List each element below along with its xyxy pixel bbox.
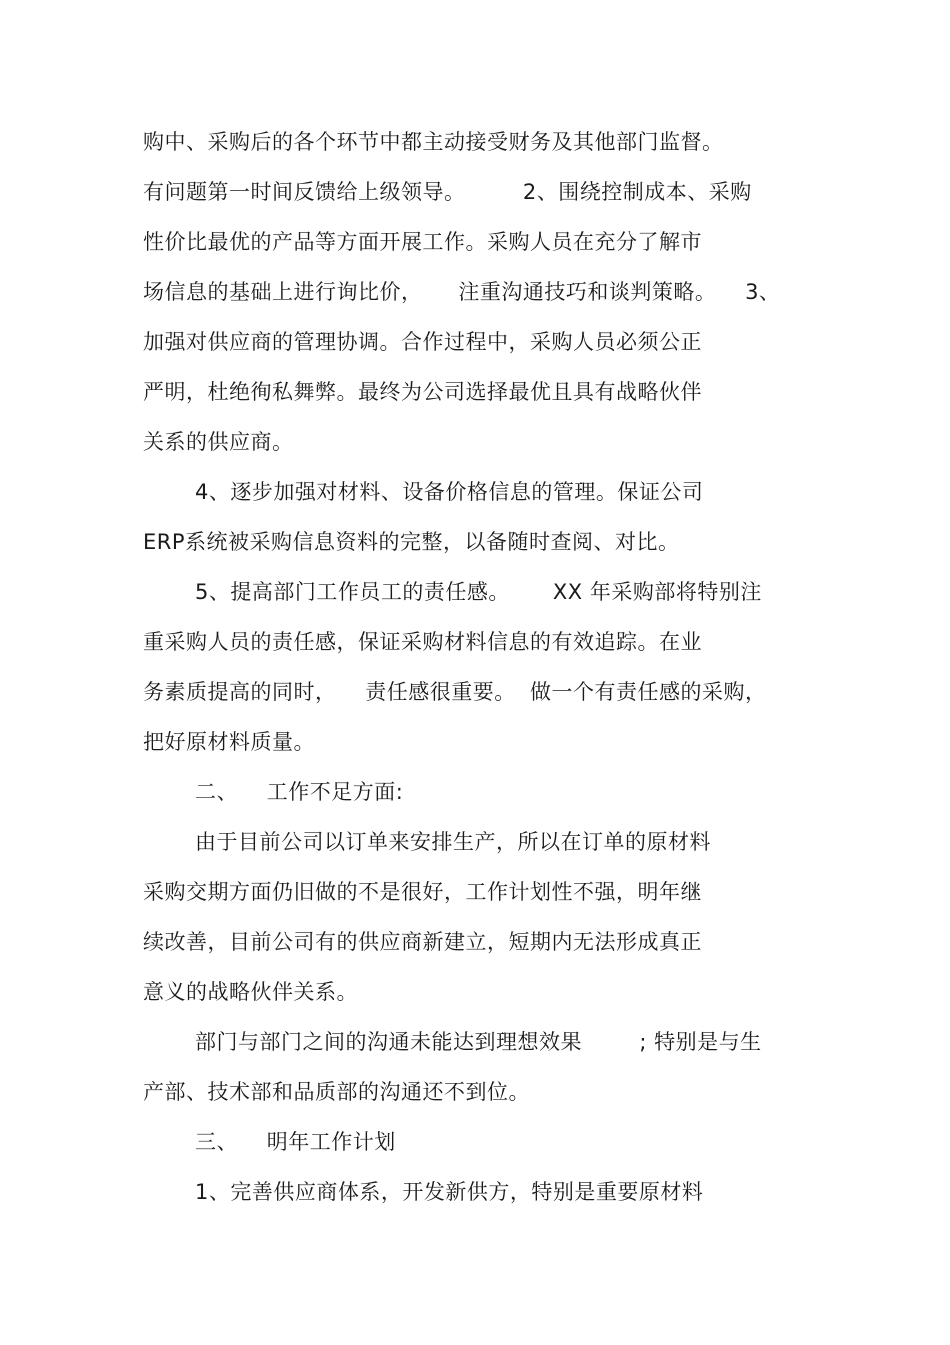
text-line: 续改善，目前公司有的供应商新建立，短期内无法形成真正 — [143, 930, 702, 954]
text-line: 采购交期方面仍旧做的不是很好，工作计划性不强，明年继 — [143, 880, 702, 904]
text-line: 加强对供应商的管理协调。合作过程中，采购人员必须公正 — [143, 330, 702, 354]
text-line: 1、完善供应商体系，开发新供方，特别是重要原材料 — [195, 1180, 704, 1204]
text-line: 由于目前公司以订单来安排生产，所以在订单的原材料 — [195, 830, 711, 854]
text-line: 性价比最优的产品等方面开展工作。采购人员在充分了解市 — [143, 230, 702, 254]
section-heading: 三、 明年工作计划 — [195, 1130, 396, 1154]
text-line: 部门与部门之间的沟通未能达到理想效果 ; 特别是与生 — [195, 1030, 762, 1054]
text-line: 场信息的基础上进行询比价， 注重沟通技巧和谈判策略。 3、 — [143, 280, 781, 304]
text-line: 4、逐步加强对材料、设备价格信息的管理。保证公司 — [195, 480, 704, 504]
text-line: 5、提高部门工作员工的责任感。 XX 年采购部将特别注 — [195, 580, 762, 604]
text-line: 意义的战略伙伴关系。 — [143, 980, 358, 1004]
text-line: 购中、采购后的各个环节中都主动接受财务及其他部门监督。 — [143, 130, 724, 154]
text-line: 产部、技术部和品质部的沟通还不到位。 — [143, 1080, 530, 1104]
text-line: ERP系统被采购信息资料的完整，以备随时查阅、对比。 — [143, 530, 680, 554]
text-line: 务素质提高的同时， 责任感很重要。 做一个有责任感的采购， — [143, 680, 767, 704]
text-line: 严明，杜绝徇私舞弊。最终为公司选择最优且具有战略伙伴 — [143, 380, 702, 404]
section-heading: 二、 工作不足方面: — [195, 780, 404, 804]
text-line: 关系的供应商。 — [143, 430, 294, 454]
text-line: 把好原材料质量。 — [143, 730, 315, 754]
text-line: 重采购人员的责任感，保证采购材料信息的有效追踪。在业 — [143, 630, 702, 654]
text-line: 有问题第一时间反馈给上级领导。 2、围绕控制成本、采购 — [143, 180, 752, 204]
